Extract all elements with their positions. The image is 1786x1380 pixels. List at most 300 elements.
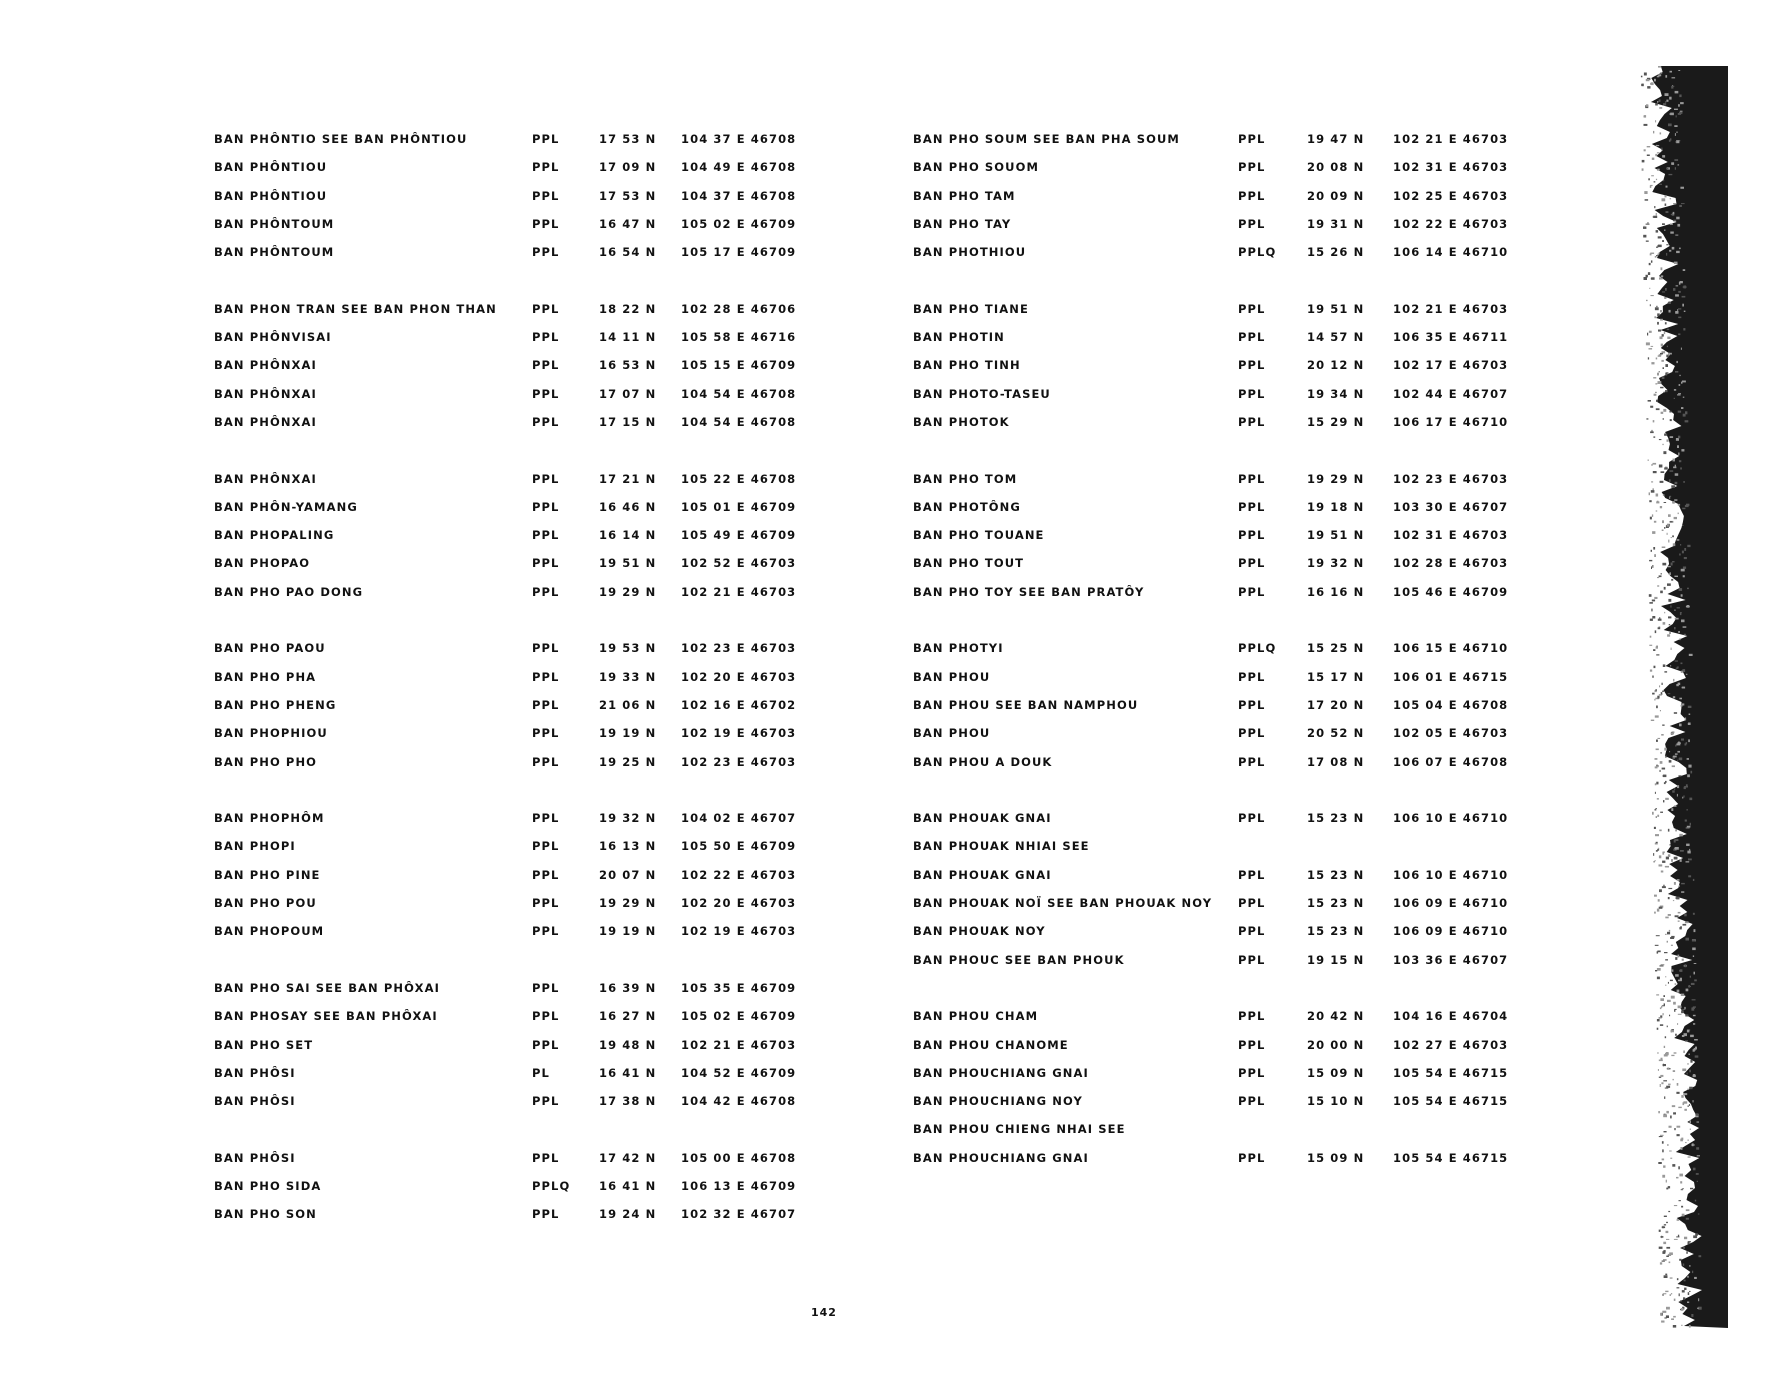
page-edge-speck xyxy=(1658,619,1662,621)
gazetteer-entry xyxy=(913,472,1533,500)
page-edge-speck xyxy=(1662,240,1664,242)
page-edge-speck xyxy=(1655,120,1656,122)
entry-latitude: 15 26 N xyxy=(1307,245,1365,260)
page-edge-speck xyxy=(1651,490,1655,493)
entry-latitude: 17 53 N xyxy=(599,188,657,203)
page-edge-speck xyxy=(1656,808,1657,809)
page-edge-speck xyxy=(1681,994,1684,996)
entry-latitude: 17 15 N xyxy=(599,414,657,429)
entry-type: PPL xyxy=(1238,414,1266,429)
page-edge-speck xyxy=(1665,934,1667,935)
page-edge-speck xyxy=(1658,1069,1659,1071)
page-edge-speck xyxy=(1662,1294,1664,1296)
page-edge-speck xyxy=(1660,1007,1662,1009)
page-edge-speck xyxy=(1670,844,1671,846)
gazetteer-entry xyxy=(214,528,814,556)
entry-type: PPL xyxy=(532,188,560,203)
page-edge-speck xyxy=(1674,389,1676,391)
page-edge-speck xyxy=(1659,830,1661,832)
page-edge-speck xyxy=(1686,938,1690,941)
gazetteer-entry xyxy=(214,387,814,415)
page-edge-speck xyxy=(1660,506,1662,508)
page-edge-speck xyxy=(1673,1316,1675,1318)
page-edge-speck xyxy=(1691,983,1695,985)
page-edge-speck xyxy=(1649,602,1653,604)
page-edge-speck xyxy=(1668,897,1670,899)
page-edge-speck xyxy=(1664,1275,1668,1278)
entry-longitude: 102 32 E 46707 xyxy=(681,1207,797,1222)
page-edge-speck xyxy=(1655,766,1658,768)
page-edge-speck xyxy=(1682,551,1684,554)
entry-name: BAN PHOU xyxy=(913,669,991,684)
page-edge-speck xyxy=(1678,921,1680,922)
page-edge-speck xyxy=(1668,982,1669,984)
page-edge-speck xyxy=(1670,436,1674,438)
page-edge-speck xyxy=(1657,313,1660,316)
page-edge-speck xyxy=(1646,79,1650,81)
page-edge-speck xyxy=(1676,897,1678,899)
page-edge-speck xyxy=(1691,771,1693,774)
page-edge-speck xyxy=(1658,1017,1661,1018)
page-edge-speck xyxy=(1693,1168,1696,1171)
page-edge-speck xyxy=(1666,1307,1670,1310)
page-edge-speck xyxy=(1654,316,1656,318)
entry-latitude: 16 13 N xyxy=(599,839,657,854)
entry-latitude: 17 08 N xyxy=(1307,754,1365,769)
entry-type: PPL xyxy=(532,556,560,571)
page-edge-speck xyxy=(1664,1096,1665,1099)
entry-type: PPL xyxy=(532,301,560,316)
page-edge-speck xyxy=(1690,976,1691,978)
entry-longitude: 106 09 E 46710 xyxy=(1393,896,1509,911)
page-edge-speck xyxy=(1668,829,1670,832)
page-edge-speck xyxy=(1670,1295,1671,1296)
page-edge-speck xyxy=(1664,434,1667,436)
entry-longitude: 105 22 E 46708 xyxy=(681,471,797,486)
page-edge-speck xyxy=(1670,1277,1673,1278)
entry-type: PPL xyxy=(1238,867,1266,882)
entry-type: PPL xyxy=(532,471,560,486)
page-edge-speck xyxy=(1678,436,1680,439)
page-edge-speck xyxy=(1662,1226,1665,1228)
gazetteer-entry xyxy=(913,726,1533,754)
page-edge-speck xyxy=(1661,1082,1663,1084)
page-edge-speck xyxy=(1682,381,1686,383)
page-edge-speck xyxy=(1693,1075,1696,1078)
entry-type: PPL xyxy=(532,1207,560,1222)
page-edge-speck xyxy=(1687,774,1690,777)
page-edge-speck xyxy=(1672,77,1676,78)
page-edge-speck xyxy=(1657,765,1658,766)
page-edge-speck xyxy=(1675,133,1676,136)
page-edge-speck xyxy=(1671,162,1674,165)
page-edge-speck xyxy=(1650,670,1652,672)
page-edge-speck xyxy=(1684,1237,1687,1240)
page-edge-speck xyxy=(1662,530,1664,532)
page-edge-speck xyxy=(1673,288,1675,291)
page-edge-speck xyxy=(1681,705,1683,707)
page-edge-speck xyxy=(1656,994,1659,995)
entry-latitude: 19 32 N xyxy=(599,811,657,826)
page-edge-speck xyxy=(1681,1095,1683,1098)
page-edge-speck xyxy=(1658,899,1660,901)
page-edge-speck xyxy=(1685,1014,1688,1016)
entry-name: BAN PHO TOUT xyxy=(913,556,1025,571)
page-edge-speck xyxy=(1650,406,1653,408)
page-edge-speck xyxy=(1670,605,1671,607)
page-edge-speck xyxy=(1688,986,1691,987)
page-edge-speck xyxy=(1678,113,1681,115)
gazetteer-entry xyxy=(913,500,1533,528)
page-edge-speck xyxy=(1659,1247,1663,1249)
page-edge-speck xyxy=(1660,481,1664,483)
page-edge-speck xyxy=(1676,829,1677,831)
gazetteer-entry xyxy=(214,1038,814,1066)
entry-type: PPL xyxy=(532,896,560,911)
page-edge-speck xyxy=(1698,1214,1700,1215)
page-edge-speck xyxy=(1684,634,1686,635)
page-edge-speck xyxy=(1660,591,1663,594)
page-edge-speck xyxy=(1660,710,1661,711)
entry-longitude: 105 15 E 46709 xyxy=(681,358,797,373)
entry-type: PPL xyxy=(532,584,560,599)
entry-longitude: 102 23 E 46703 xyxy=(681,641,797,656)
page-edge-speck xyxy=(1671,1055,1674,1056)
gazetteer-entry xyxy=(913,1009,1533,1037)
gazetteer-entry xyxy=(913,160,1533,188)
entry-type: PPL xyxy=(1238,301,1266,316)
page-edge-speck xyxy=(1651,481,1653,482)
entry-name: BAN PHÔNVISAI xyxy=(214,330,332,345)
entry-type: PPL xyxy=(1238,556,1266,571)
entry-longitude: 102 31 E 46703 xyxy=(1393,528,1509,543)
page-edge-speck xyxy=(1655,715,1659,717)
page-edge-speck xyxy=(1663,1064,1664,1067)
page-edge-speck xyxy=(1693,1006,1696,1007)
page-edge-speck xyxy=(1647,333,1648,336)
page-edge-speck xyxy=(1670,665,1671,666)
entry-type: PPL xyxy=(532,1037,560,1052)
page-edge-speck xyxy=(1646,224,1650,225)
page-edge-speck xyxy=(1690,1060,1692,1063)
page-edge-speck xyxy=(1661,148,1662,151)
page-edge-speck xyxy=(1657,254,1659,256)
group-spacer xyxy=(214,1122,814,1150)
page-edge-speck xyxy=(1694,963,1697,964)
page-edge-speck xyxy=(1670,521,1673,522)
page-edge-speck xyxy=(1666,1188,1668,1190)
page-edge-speck xyxy=(1677,1083,1679,1086)
page-edge-speck xyxy=(1674,882,1676,885)
page-edge-speck xyxy=(1678,912,1681,914)
page-edge-speck xyxy=(1686,844,1690,846)
entry-name: BAN PHOPHIOU xyxy=(214,726,328,741)
group-spacer xyxy=(913,981,1533,1009)
page-edge-speck xyxy=(1679,95,1681,98)
entry-type: PPL xyxy=(1238,499,1266,514)
page-edge-speck xyxy=(1650,619,1653,621)
page-edge-speck xyxy=(1668,124,1672,127)
page-edge-speck xyxy=(1659,907,1663,909)
gazetteer-entry xyxy=(214,160,814,188)
page-edge-speck xyxy=(1678,775,1681,776)
page-edge-speck xyxy=(1655,103,1658,105)
page-edge-speck xyxy=(1679,588,1683,591)
group-spacer xyxy=(214,783,814,811)
entry-type: PPL xyxy=(532,839,560,854)
entry-name: BAN PHOTÔNG xyxy=(913,499,1021,514)
page-edge-speck xyxy=(1687,1030,1690,1033)
page-edge-speck xyxy=(1676,251,1680,253)
page-edge-speck xyxy=(1673,459,1676,462)
gazetteer-entry xyxy=(214,500,814,528)
page-edge-speck xyxy=(1677,785,1679,788)
page-edge-speck xyxy=(1652,600,1655,602)
page-edge-speck xyxy=(1669,930,1670,932)
page-edge-speck xyxy=(1666,1315,1669,1318)
page-edge-speck xyxy=(1654,394,1657,396)
page-edge-speck xyxy=(1675,1034,1677,1036)
page-edge-speck xyxy=(1655,383,1657,384)
entry-latitude: 15 25 N xyxy=(1307,641,1365,656)
page-edge-speck xyxy=(1646,418,1648,419)
page-edge-speck xyxy=(1668,540,1669,543)
page-edge-speck xyxy=(1659,1230,1661,1232)
page-edge-speck xyxy=(1659,1136,1663,1137)
page-edge-speck xyxy=(1657,1028,1659,1030)
page-edge-speck xyxy=(1657,322,1659,325)
page-edge-speck xyxy=(1681,382,1683,384)
page-edge-speck xyxy=(1661,1058,1663,1061)
entry-longitude: 102 31 E 46703 xyxy=(1393,160,1509,175)
entry-name: BAN PHOU CHANOME xyxy=(913,1037,1069,1052)
page-edge-speck xyxy=(1678,631,1680,633)
page-edge-speck xyxy=(1671,1293,1672,1294)
page-edge-speck xyxy=(1662,547,1666,549)
page-edge-speck xyxy=(1652,158,1655,160)
entry-name: BAN PHOUC SEE BAN PHOUK xyxy=(913,952,1125,967)
page-edge-speck xyxy=(1668,353,1672,355)
page-edge-speck xyxy=(1653,131,1654,134)
gazetteer-entry xyxy=(214,358,814,386)
entry-name: BAN PHO SOUM SEE BAN PHA SOUM xyxy=(913,132,1180,146)
page-edge-speck xyxy=(1659,685,1660,687)
page-edge-speck xyxy=(1668,1084,1671,1086)
entry-longitude: 105 02 E 46709 xyxy=(681,216,797,231)
page-edge-speck xyxy=(1663,1114,1667,1117)
page-edge-speck xyxy=(1664,467,1668,469)
page-edge-speck xyxy=(1670,113,1674,116)
page-edge-speck xyxy=(1644,277,1648,280)
entry-name: BAN PHO TAM xyxy=(913,188,1016,203)
page-edge-speck xyxy=(1661,1236,1664,1238)
page-edge-speck xyxy=(1671,996,1675,999)
page-edge-speck xyxy=(1675,753,1678,754)
page-edge-speck xyxy=(1665,1291,1668,1292)
page-edge-speck xyxy=(1680,1147,1682,1150)
page-edge-speck xyxy=(1667,583,1671,586)
page-edge-speck xyxy=(1644,149,1646,151)
page-edge-speck xyxy=(1682,959,1684,961)
page-edge-speck xyxy=(1651,82,1654,85)
gazetteer-entry xyxy=(214,868,814,896)
entry-latitude: 17 20 N xyxy=(1307,697,1365,712)
page-edge-speck xyxy=(1654,181,1656,182)
gazetteer-entry xyxy=(214,698,814,726)
page-edge-speck xyxy=(1674,1052,1677,1053)
page-edge-speck xyxy=(1674,840,1676,843)
page-edge-speck xyxy=(1669,760,1672,763)
page-edge-speck xyxy=(1678,308,1681,309)
page-edge-speck xyxy=(1668,566,1671,567)
page-edge-speck xyxy=(1660,336,1663,339)
gazetteer-entry xyxy=(214,1009,814,1037)
page-edge-speck xyxy=(1678,411,1681,413)
page-edge-speck xyxy=(1668,914,1671,916)
page-edge-speck xyxy=(1678,291,1681,293)
entry-longitude: 104 42 E 46708 xyxy=(681,1094,797,1109)
page-edge-speck xyxy=(1654,206,1655,208)
page-edge-speck xyxy=(1653,420,1655,422)
entry-name: BAN PHO SIDA xyxy=(214,1178,322,1193)
page-edge-speck xyxy=(1685,411,1687,414)
page-edge-speck xyxy=(1675,294,1679,296)
entry-longitude: 102 21 E 46703 xyxy=(1393,132,1509,146)
page-edge-speck xyxy=(1662,1149,1664,1152)
page-edge-speck xyxy=(1671,579,1673,581)
page-edge-speck xyxy=(1673,679,1674,682)
page-edge-speck xyxy=(1655,970,1657,971)
entry-latitude: 15 29 N xyxy=(1307,414,1365,429)
page-edge-speck xyxy=(1665,985,1666,986)
page-edge-speck xyxy=(1683,1102,1685,1105)
page-edge-speck xyxy=(1686,742,1688,744)
page-edge-speck xyxy=(1655,392,1656,393)
page-edge-speck xyxy=(1665,959,1668,960)
entry-name: BAN PHO TAY xyxy=(913,216,1012,231)
page-edge-speck xyxy=(1674,857,1678,860)
page-edge-speck xyxy=(1666,1222,1668,1223)
entry-name: BAN PHO SET xyxy=(214,1037,314,1052)
page-edge-speck xyxy=(1696,1173,1699,1175)
page-edge-speck xyxy=(1684,914,1687,917)
page-edge-speck xyxy=(1661,734,1664,736)
page-edge-speck xyxy=(1661,412,1664,414)
entry-type: PPL xyxy=(532,1009,560,1024)
page-edge-speck xyxy=(1654,699,1655,701)
page-edge-speck xyxy=(1672,1105,1675,1107)
entry-name: BAN PHO POU xyxy=(214,896,317,911)
entry-latitude: 19 15 N xyxy=(1307,952,1365,967)
page-edge-speck xyxy=(1653,547,1655,550)
entry-type: PPL xyxy=(532,386,560,401)
page-edge-speck xyxy=(1681,407,1683,409)
entry-latitude: 17 21 N xyxy=(599,471,657,486)
entry-longitude: 106 35 E 46711 xyxy=(1393,330,1509,345)
entry-name: BAN PHO SON xyxy=(214,1207,317,1222)
entry-type: PPL xyxy=(532,132,560,146)
entry-latitude: 17 53 N xyxy=(599,132,657,146)
page-edge-speck xyxy=(1686,674,1688,675)
entry-latitude: 17 38 N xyxy=(599,1094,657,1109)
page-edge-speck xyxy=(1670,232,1674,234)
page-edge-speck xyxy=(1663,1013,1664,1015)
page-edge-speck xyxy=(1659,371,1660,372)
gazetteer-entry xyxy=(913,1122,1533,1150)
page-edge-speck xyxy=(1680,978,1682,981)
page-edge-speck xyxy=(1686,784,1688,786)
entry-type: PPL xyxy=(1238,471,1266,486)
page-edge-speck xyxy=(1647,222,1649,224)
page-edge-speck xyxy=(1650,253,1654,254)
page-edge-speck xyxy=(1657,169,1659,171)
page-edge-speck xyxy=(1677,1287,1680,1288)
entry-type: PPL xyxy=(532,216,560,231)
entry-longitude: 106 17 E 46710 xyxy=(1393,414,1509,429)
page-edge-speck xyxy=(1679,638,1680,640)
page-edge-speck xyxy=(1649,348,1653,349)
page-edge-speck xyxy=(1651,277,1654,280)
page-edge-speck xyxy=(1649,500,1651,502)
entry-longitude: 103 36 E 46707 xyxy=(1393,952,1509,967)
entry-type: PPLQ xyxy=(532,1178,571,1193)
page-edge-speck xyxy=(1665,866,1668,867)
entry-name: BAN PHÔNTOUM xyxy=(214,216,335,231)
page-edge-speck xyxy=(1668,616,1671,618)
page-edge-speck xyxy=(1664,782,1666,784)
page-edge-speck xyxy=(1674,1009,1676,1010)
page-edge-speck xyxy=(1675,465,1676,468)
page-edge-speck xyxy=(1675,473,1679,476)
page-edge-speck xyxy=(1657,1053,1658,1054)
page-edge-speck xyxy=(1681,1189,1683,1190)
page-edge-speck xyxy=(1660,752,1662,754)
entry-name: BAN PHOUAK NOÏ SEE BAN PHOUAK NOY xyxy=(913,896,1213,911)
entry-name: BAN PHO PINE xyxy=(214,867,321,882)
page-edge-speck xyxy=(1663,1080,1667,1081)
entry-longitude: 105 58 E 46716 xyxy=(681,330,797,345)
page-edge-speck xyxy=(1697,1155,1700,1156)
page-edge-speck xyxy=(1664,671,1667,672)
page-edge-speck xyxy=(1654,597,1657,599)
page-edge-speck xyxy=(1681,1308,1684,1311)
page-edge-speck xyxy=(1695,1200,1696,1202)
page-edge-speck xyxy=(1678,683,1681,686)
entry-longitude: 104 16 E 46704 xyxy=(1393,1009,1509,1024)
page-edge-speck xyxy=(1658,381,1662,384)
page-edge-speck xyxy=(1693,1235,1697,1238)
entry-longitude: 104 02 E 46707 xyxy=(681,811,797,826)
page-edge-speck xyxy=(1680,102,1684,104)
page-edge-speck xyxy=(1658,1111,1660,1113)
page-edge-speck xyxy=(1658,253,1659,254)
entry-type: PPL xyxy=(1238,924,1266,939)
entry-longitude: 105 54 E 46715 xyxy=(1393,1150,1509,1165)
group-spacer xyxy=(214,953,814,981)
page-edge-speck xyxy=(1698,1298,1699,1301)
page-edge-speck xyxy=(1682,1188,1684,1189)
page-edge-speck xyxy=(1679,205,1682,207)
page-edge-speck xyxy=(1669,751,1670,752)
page-edge-speck xyxy=(1664,1131,1667,1132)
page-edge-speck xyxy=(1658,236,1662,238)
gazetteer-entry xyxy=(214,755,814,783)
entry-name: BAN PHOUAK GNAI xyxy=(913,867,1052,882)
page-edge-speck xyxy=(1663,180,1665,181)
page-edge-speck xyxy=(1664,332,1665,334)
entry-name: BAN PHÔNTIOU xyxy=(214,188,328,203)
page-edge-speck xyxy=(1685,505,1689,507)
